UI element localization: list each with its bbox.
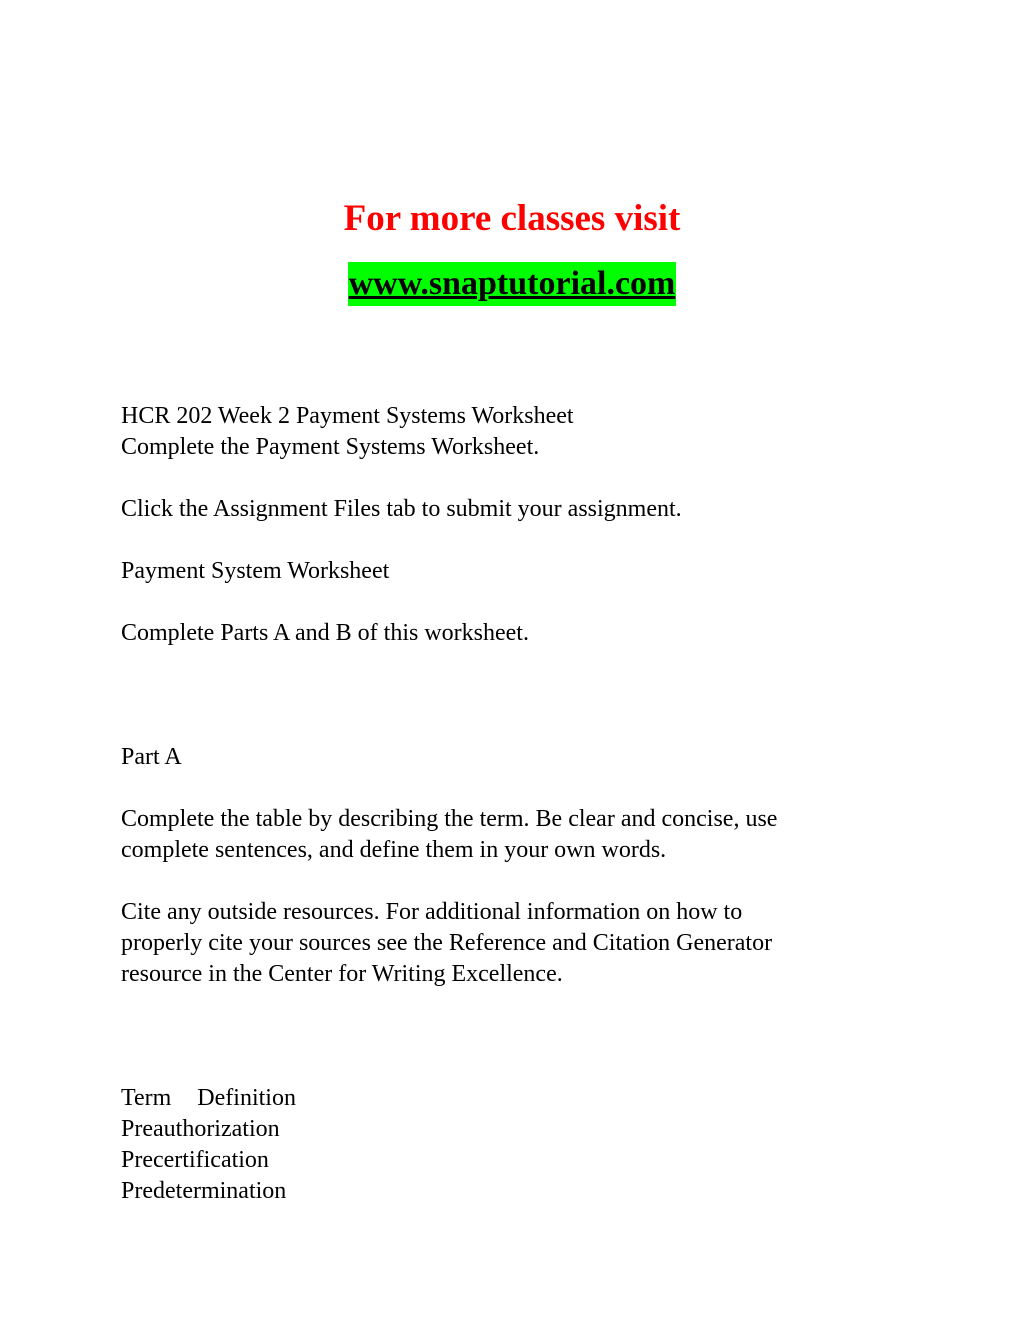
- promo-title: For more classes visit: [343, 198, 681, 239]
- document-body: [121, 401, 901, 1207]
- spacer: [121, 1052, 901, 1083]
- table-header-term: Term: [121, 1085, 172, 1111]
- table-instruction-line-2: complete sentences, and define them in your own words.: [121, 837, 667, 863]
- table-header-definition: Definition: [197, 1085, 296, 1111]
- spacer: [121, 866, 901, 897]
- intro-text: Complete the Payment Systems Worksheet.: [121, 434, 540, 460]
- spacer: [121, 463, 901, 494]
- promo-link-wrapper: [0, 262, 1024, 306]
- submit-instruction: Click the Assignment Files tab to submit your assignment.: [121, 496, 682, 522]
- spacer: [121, 525, 901, 556]
- table-row-term: Predetermination: [121, 1178, 287, 1204]
- table-row-term: Precertification: [121, 1147, 269, 1173]
- spacer: [121, 711, 901, 742]
- table-instruction-line-1: Complete the table by describing the term. Be clear and concise, use: [121, 806, 778, 832]
- table-row-term: Preauthorization: [121, 1116, 280, 1142]
- cite-line-2: properly cite your sources see the Reference and Citation Generator: [121, 930, 773, 956]
- spacer: [121, 587, 901, 618]
- spacer: [121, 990, 901, 1052]
- cite-line-3: resource in the Center for Writing Excellence.: [121, 961, 563, 987]
- spacer: [121, 649, 901, 711]
- document-heading: HCR 202 Week 2 Payment Systems Worksheet: [121, 403, 574, 429]
- cite-line-1: Cite any outside resources. For additional information on how to: [121, 899, 743, 925]
- worksheet-title: Payment System Worksheet: [121, 558, 390, 584]
- promo-header: [0, 194, 1024, 306]
- table-header-row: [121, 1083, 901, 1114]
- part-a-heading: Part A: [121, 744, 182, 770]
- spacer: [121, 773, 901, 804]
- parts-instruction: Complete Parts A and B of this worksheet.: [121, 620, 529, 646]
- promo-link[interactable]: www.snaptutorial.com: [348, 262, 677, 306]
